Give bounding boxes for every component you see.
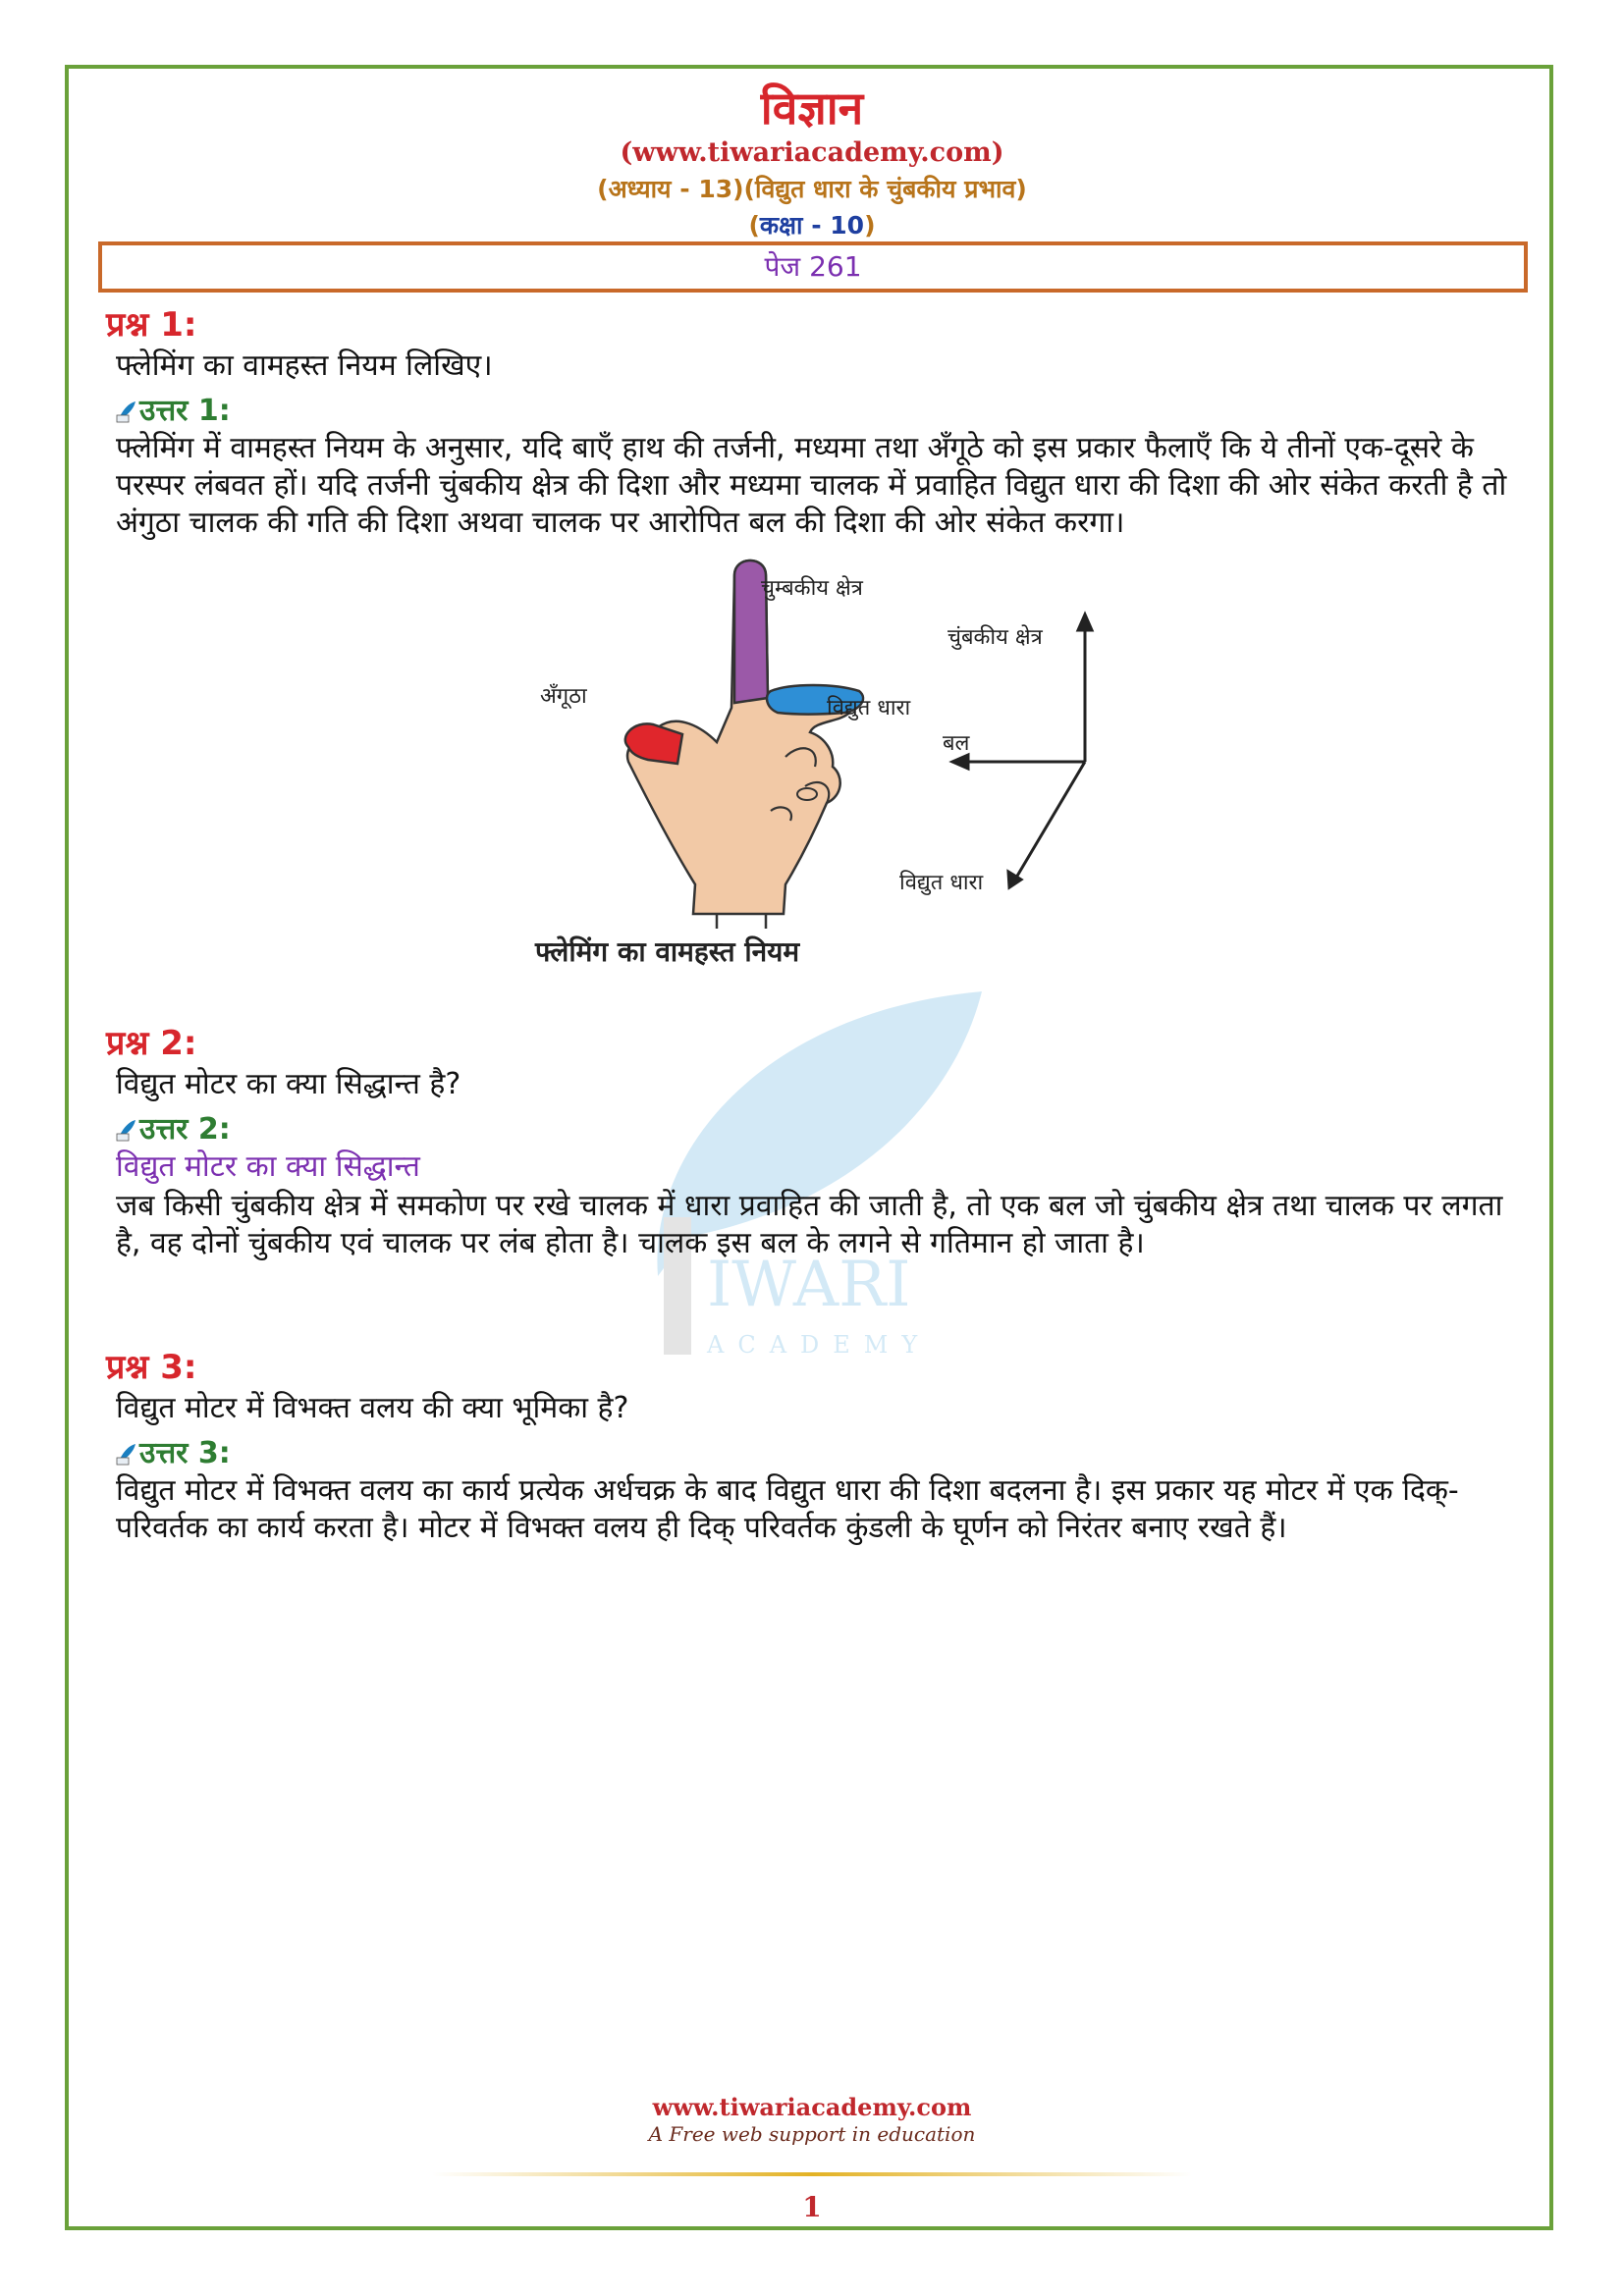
chapter-number: (अध्याय - 13) (597, 175, 744, 203)
site-url[interactable]: (www.tiwariacademy.com) (620, 137, 1004, 168)
answer-1-heading (116, 389, 231, 429)
label-current-hand: विद्युत धारा (827, 696, 911, 721)
feather-pen-icon (116, 400, 137, 423)
page-label-box (98, 241, 1528, 293)
footer-divider (432, 2172, 1192, 2176)
answer-3-label: उत्तर 3: (139, 1436, 231, 1470)
question-1-text: फ्लेमिंग का वामहस्त नियम लिखिए। (116, 348, 493, 383)
question-2-text: विद्युत मोटर का क्या सिद्धान्त है? (116, 1067, 461, 1101)
question-3-label: प्रश्न 3: (106, 1348, 197, 1387)
feather-pen-icon (116, 1118, 137, 1142)
class-text: कक्षा - 10 (759, 211, 865, 240)
answer-1-label: उत्तर 1: (139, 394, 231, 428)
answer-2-label: उत्तर 2: (139, 1112, 231, 1147)
footer-tagline: A Free web support in education (648, 2122, 976, 2146)
answer-3-heading (116, 1431, 231, 1471)
watermark-word-1: IWARI (707, 1249, 911, 1321)
answer-2-heading (116, 1107, 231, 1148)
figure-caption: फ्लेमिंग का वामहस्त नियम (535, 935, 800, 968)
label-field-hand: चुम्बकीय क्षेत्र (761, 576, 863, 601)
class-line (0, 208, 1624, 241)
fleming-left-hand-rule-figure (520, 546, 1110, 978)
direction-axes (952, 614, 1092, 887)
footer-site-url[interactable]: www.tiwariacademy.com (652, 2093, 972, 2121)
question-3-text: विद्युत मोटर में विभक्त वलय की क्या भूमिका है? (116, 1391, 629, 1425)
chapter-topic: (विद्युत धारा के चुंबकीय प्रभाव) (743, 175, 1027, 203)
question-2-label: प्रश्न 2: (106, 1024, 197, 1063)
watermark-word-2: ACADEMY (707, 1331, 932, 1359)
chapter-line (0, 172, 1624, 205)
answer-2-subheading: विद्युत मोटर का क्या सिद्धान्त (116, 1149, 420, 1184)
class-open-paren: ( (748, 211, 760, 240)
page-title: विज्ञान (760, 81, 864, 134)
label-field-axis: चुंबकीय क्षेत्र (947, 625, 1043, 650)
feather-pen-icon (116, 1442, 137, 1466)
page-label: पेज 261 (764, 250, 862, 283)
label-thumb: अँगूठा (540, 684, 587, 709)
class-close-paren: ) (864, 211, 876, 240)
answer-2-text: जब किसी चुंबकीय क्षेत्र में समकोण पर रखे चालक में धारा प्रवाहित की जाती है, तो एक बल जो चुंबकीय क्षेत्र तथा चालक पर लगता है, वह दोनों चुंबकीय एवं चालक पर लंब होता है। चालक इस बल के लगने से गतिमान हो जाता है। (116, 1189, 1503, 1260)
answer-3-text: विद्युत मोटर में विभक्त वलय का कार्य प्रत्येक अर्धचक्र के बाद विद्युत धारा की दिशा बदलना है। इस प्रकार यह मोटर में एक दिक्-परिवर्तक का कार्य करता है। मोटर में विभक्त वलय ही दिक् परिवर्तक कुंडली के घूर्णन को निरंतर बनाए रखते हैं। (116, 1473, 1459, 1545)
question-1-label: प्रश्न 1: (106, 305, 197, 345)
answer-1-text: फ्लेमिंग में वामहस्त नियम के अनुसार, यदि बाएँ हाथ की तर्जनी, मध्यमा तथा अँगूठे को इस प्रकार फैलाएँ कि ये तीनों एक-दूसरे के परस्पर लंबवत हों। यदि तर्जनी चुंबकीय क्षेत्र की दिशा और मध्यमा चालक में प्रवाहित विद्युत धारा की दिशा की ओर संकेत करती है तो अंगुठा चालक की गति की दिशा अथवा चालक पर आरोपित बल की दिशा की ओर संकेत करगा। (116, 431, 1507, 540)
label-force: बल (943, 731, 970, 756)
label-current-axis: विद्युत धारा (899, 871, 984, 895)
page-number: 1 (802, 2191, 822, 2223)
hand-illustration (625, 561, 863, 929)
